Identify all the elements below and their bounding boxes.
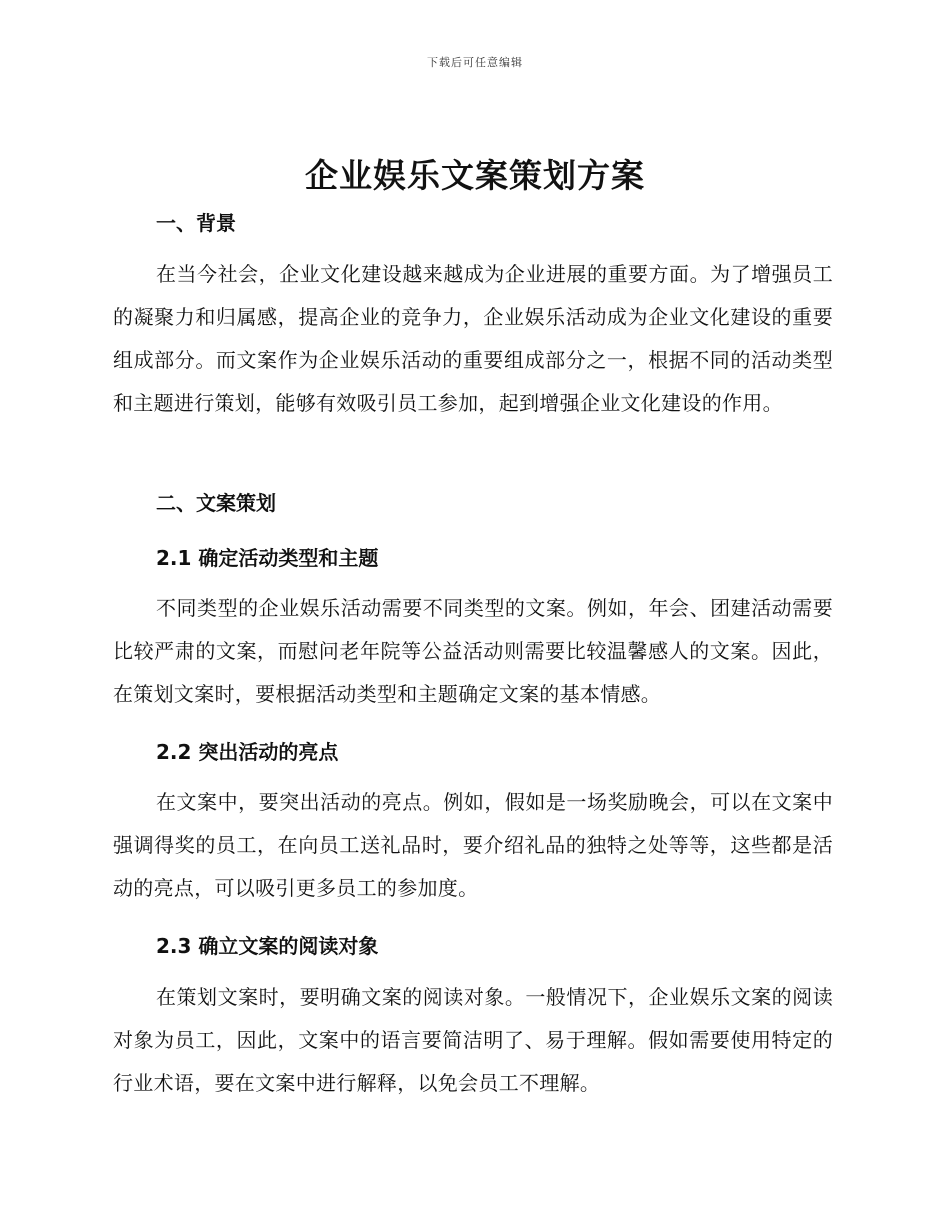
paragraph-2-1: 不同类型的企业娱乐活动需要不同类型的文案。例如，年会、团建活动需要比较严肃的文案，而慰问老年院等公益活动则需要比较温馨感人的文案。因此，在策划文案时，要根据活动类型和主题确定文案的基本情感。 <box>113 596 833 706</box>
subsection-heading-2-1: 2.1 确定活动类型和主题 <box>156 546 379 570</box>
section-heading-background: 一、背景 <box>156 211 236 235</box>
subsection-heading-2-2: 2.2 突出活动的亮点 <box>156 740 339 764</box>
paragraph-2-3: 在策划文案时，要明确文案的阅读对象。一般情况下，企业娱乐文案的阅读对象为员工，因此，文案中的语言要简洁明了、易于理解。假如需要使用特定的行业术语，要在文案中进行解释，以免会员工不理解。 <box>113 985 833 1095</box>
header-note: 下载后可任意编辑 <box>427 56 523 69</box>
section-heading-planning: 二、文案策划 <box>156 491 276 515</box>
document-title: 企业娱乐文案策划方案 <box>305 156 645 195</box>
paragraph-2-2: 在文案中，要突出活动的亮点。例如，假如是一场奖励晚会，可以在文案中强调得奖的员工，在向员工送礼品时，要介绍礼品的独特之处等等，这些都是活动的亮点，可以吸引更多员工的参加度。 <box>113 790 833 900</box>
paragraph-background: 在当今社会，企业文化建设越来越成为企业进展的重要方面。为了增强员工的凝聚力和归属感，提高企业的竞争力，企业娱乐活动成为企业文化建设的重要组成部分。而文案作为企业娱乐活动的重要组成部分之一，根据不同的活动类型和主题进行策划，能够有效吸引员工参加，起到增强企业文化建设的作用。 <box>113 262 833 415</box>
subsection-heading-2-3: 2.3 确立文案的阅读对象 <box>156 934 379 958</box>
